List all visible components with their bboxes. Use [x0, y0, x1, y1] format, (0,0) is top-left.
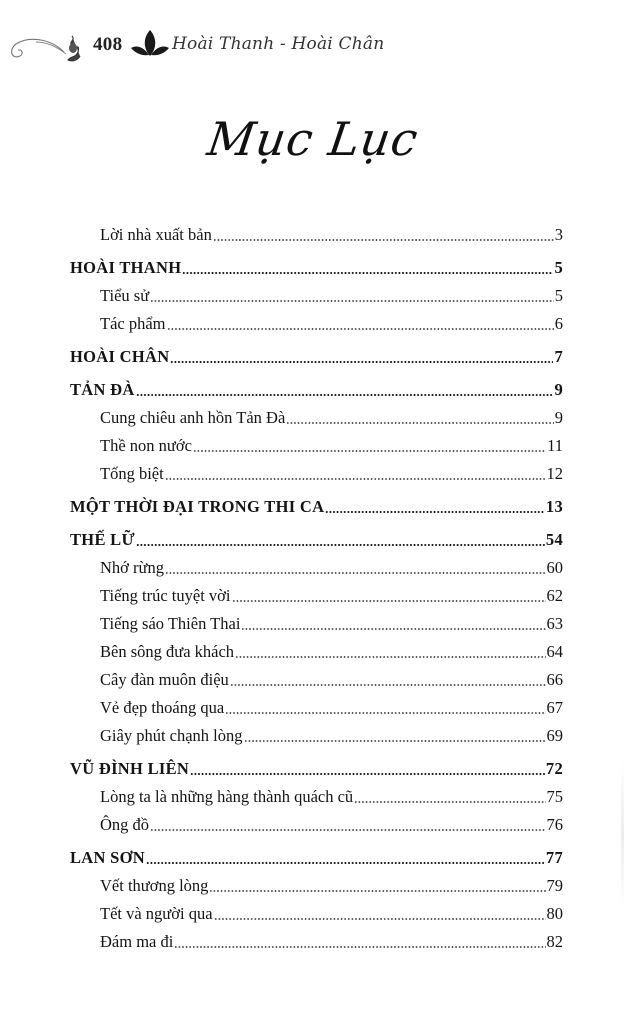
toc-entry — [100, 461, 563, 487]
toc-entry-page-number: 13 — [545, 497, 563, 516]
toc-entry-title: Lời nhà xuất bản — [100, 225, 212, 244]
toc-entry-title: Tết và người qua — [100, 904, 213, 923]
lotus-leaf-icon — [131, 28, 169, 58]
toc-entry-title: Cây đàn muôn điệu — [100, 670, 229, 689]
toc-chapter-entry — [70, 494, 563, 520]
dot-leader — [286, 422, 553, 424]
dot-leader — [213, 239, 554, 241]
toc-entry-page-number: 54 — [545, 530, 563, 549]
dot-leader — [174, 946, 545, 948]
toc-entry-page-number: 60 — [546, 558, 563, 577]
dot-leader — [150, 300, 554, 302]
dot-leader — [167, 328, 554, 330]
toc-entry-title: Tiếng trúc tuyệt vời — [100, 586, 231, 605]
toc-chapter-entry — [70, 344, 563, 370]
dot-leader — [193, 450, 546, 452]
toc-entry — [100, 222, 563, 248]
toc-entry-page-number: 63 — [546, 614, 563, 633]
toc-entry-title: Nhớ rừng — [100, 558, 164, 577]
dot-leader — [190, 773, 545, 775]
toc-entry — [100, 555, 563, 581]
page-header — [0, 26, 626, 66]
toc-entry-title: VŨ ĐÌNH LIÊN — [70, 759, 190, 778]
toc-entry-page-number: 76 — [546, 815, 563, 834]
dot-leader — [170, 361, 553, 363]
dot-leader — [214, 918, 546, 920]
toc-entry-page-number: 11 — [547, 436, 563, 455]
dot-leader — [225, 712, 545, 714]
dot-leader — [165, 478, 546, 480]
toc-entry-title: Thề non nước — [100, 436, 192, 455]
dot-leader — [136, 544, 545, 546]
toc-entry-title: Tiếng sáo Thiên Thai — [100, 614, 241, 633]
toc-entry — [100, 433, 563, 459]
toc-entry-page-number: 77 — [545, 848, 563, 867]
dot-leader — [241, 628, 545, 630]
toc-entry-page-number: 69 — [546, 726, 563, 745]
page-number: 408 — [93, 34, 123, 55]
toc-entry-page-number: 64 — [546, 642, 563, 661]
toc-entry-title: Vẻ đẹp thoáng qua — [100, 698, 225, 717]
toc-entry-title: Vết thương lòng — [100, 876, 209, 895]
toc-entry — [100, 695, 563, 721]
toc-entry — [100, 583, 563, 609]
toc-entry-page-number: 12 — [546, 464, 563, 483]
toc-entry-page-number: 6 — [554, 314, 563, 333]
toc-entry-page-number: 66 — [546, 670, 563, 689]
toc-entry-page-number: 82 — [546, 932, 563, 951]
toc-entry-page-number: 72 — [545, 759, 563, 778]
toc-chapter-entry — [70, 756, 563, 782]
dot-leader — [182, 272, 553, 274]
toc-entry — [100, 611, 563, 637]
toc-chapter-entry — [70, 527, 563, 553]
toc-entry — [100, 723, 563, 749]
toc-entry-title: MỘT THỜI ĐẠI TRONG THI CA — [70, 497, 325, 516]
toc-entry-page-number: 9 — [554, 408, 563, 427]
dot-leader — [136, 394, 554, 396]
toc-entry-page-number: 80 — [546, 904, 563, 923]
toc-entry-page-number: 9 — [554, 380, 563, 399]
toc-entry — [100, 405, 563, 431]
toc-entry — [100, 901, 563, 927]
toc-entry — [100, 667, 563, 693]
toc-entry-title: Giây phút chạnh lòng — [100, 726, 243, 745]
floral-flourish-icon — [6, 30, 82, 64]
toc-entry — [100, 873, 563, 899]
dot-leader — [325, 511, 545, 513]
toc-entry-title: THẾ LỮ — [70, 530, 135, 549]
dot-leader — [150, 829, 545, 831]
toc-entry — [100, 311, 563, 337]
toc-entry-page-number: 79 — [546, 876, 563, 895]
toc-entry-page-number: 75 — [546, 787, 563, 806]
toc-entry-title: Đám ma đi — [100, 932, 174, 951]
toc-chapter-entry — [70, 255, 563, 281]
toc-entry-page-number: 5 — [554, 286, 563, 305]
toc-entry-title: Tác phẩm — [100, 314, 166, 333]
dot-leader — [232, 600, 546, 602]
toc-entry-title: Lòng ta là những hàng thành quách cũ — [100, 787, 354, 806]
page-title: Mục Lục — [204, 112, 422, 166]
dot-leader — [244, 740, 546, 742]
toc-entry-title: HOÀI THANH — [70, 258, 182, 277]
running-head: Hoài Thanh - Hoài Chân — [172, 34, 385, 54]
dot-leader — [354, 801, 545, 803]
dot-leader — [146, 862, 545, 864]
toc-chapter-entry — [70, 377, 563, 403]
toc-entry-title: Tiểu sử — [100, 286, 150, 305]
toc-entry-title: Cung chiêu anh hồn Tản Đà — [100, 408, 286, 427]
toc-entry — [100, 784, 563, 810]
dot-leader — [230, 684, 546, 686]
scan-edge-shadow — [621, 760, 624, 910]
toc-entry-title: Ông đồ — [100, 815, 150, 834]
toc-entry-title: TẢN ĐÀ — [70, 380, 135, 399]
toc-entry-page-number: 67 — [546, 698, 563, 717]
toc-entry — [100, 929, 563, 955]
dot-leader — [209, 890, 545, 892]
toc-entry-title: LAN SƠN — [70, 848, 145, 867]
toc-entry-page-number: 5 — [554, 258, 563, 277]
toc-entry — [100, 283, 563, 309]
toc-entry — [100, 812, 563, 838]
toc-entry — [100, 639, 563, 665]
toc-entry-page-number: 3 — [554, 225, 563, 244]
dot-leader — [165, 572, 546, 574]
toc-entry-title: Tống biệt — [100, 464, 164, 483]
dot-leader — [235, 656, 545, 658]
toc-entry-title: HOÀI CHÂN — [70, 347, 170, 366]
toc-entry-title: Bên sông đưa khách — [100, 642, 235, 661]
toc-entry-page-number: 62 — [546, 586, 563, 605]
toc-entry-page-number: 7 — [554, 347, 563, 366]
toc-chapter-entry — [70, 845, 563, 871]
